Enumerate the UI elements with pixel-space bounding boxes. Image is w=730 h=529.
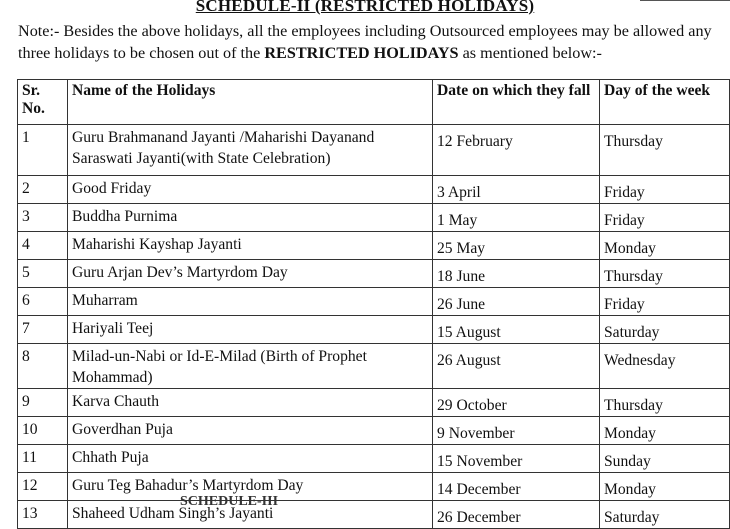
cell-date: 26 June (433, 288, 600, 316)
cell-sr-no: 8 (18, 344, 68, 389)
note-paragraph (18, 20, 723, 64)
cell-date: 25 May (433, 232, 600, 260)
cell-sr-no: 1 (18, 125, 68, 176)
table-row (18, 204, 730, 232)
cell-holiday-name: Buddha Purnima (68, 204, 433, 232)
cell-day: Thursday (600, 260, 730, 288)
cell-day: Friday (600, 176, 730, 204)
cell-day: Saturday (600, 501, 730, 529)
cell-holiday-name: Chhath Puja (68, 445, 433, 473)
cell-date: 26 August (433, 344, 600, 389)
note-bold-text: RESTRICTED HOLIDAYS (264, 44, 459, 62)
cell-day: Friday (600, 288, 730, 316)
cell-sr-no: 9 (18, 389, 68, 417)
cell-sr-no: 7 (18, 316, 68, 344)
table-row (18, 125, 730, 176)
cell-day: Monday (600, 473, 730, 501)
table-row (18, 389, 730, 417)
table-row (18, 501, 730, 529)
cell-sr-no: 6 (18, 288, 68, 316)
cell-day: Monday (600, 232, 730, 260)
note-text-before: Note:- Besides the above holidays, all the employees including Outsourced employees may be allowed any three holidays to be chosen out of the (18, 22, 712, 62)
cell-sr-no: 2 (18, 176, 68, 204)
table-row (18, 232, 730, 260)
cell-holiday-name: Karva Chauth (68, 389, 433, 417)
cell-day: Wednesday (600, 344, 730, 389)
table-row (18, 473, 730, 501)
cell-date: 1 May (433, 204, 600, 232)
cell-holiday-name: Guru Arjan Dev’s Martyrdom Day (68, 260, 433, 288)
cell-holiday-name: Guru Teg Bahadur’s Martyrdom Day (68, 473, 433, 501)
cell-day: Friday (600, 204, 730, 232)
cell-date: 3 April (433, 176, 600, 204)
cell-holiday-name: Goverdhan Puja (68, 417, 433, 445)
table-row (18, 417, 730, 445)
table-row (18, 176, 730, 204)
cell-date: 12 February (433, 125, 600, 176)
cell-day: Sunday (600, 445, 730, 473)
cell-day: Saturday (600, 316, 730, 344)
cell-holiday-name: Maharishi Kayshap Jayanti (68, 232, 433, 260)
cell-sr-no: 12 (18, 473, 68, 501)
cell-holiday-name: Milad-un-Nabi or Id-E-Milad (Birth of Prophet Mohammad) (68, 344, 433, 389)
cell-sr-no: 10 (18, 417, 68, 445)
cell-sr-no: 11 (18, 445, 68, 473)
cell-day: Thursday (600, 389, 730, 417)
table-header-row (18, 80, 730, 125)
schedule-heading: SCHEDULE-II (RESTRICTED HOLIDAYS) (195, 0, 535, 15)
cell-holiday-name: Muharram (68, 288, 433, 316)
header-sr-no: Sr. No. (18, 80, 68, 125)
cell-holiday-name: Guru Brahmanand Jayanti /Maharishi Dayanand Saraswati Jayanti(with State Celebration) (68, 125, 433, 176)
cell-holiday-name: Hariyali Teej (68, 316, 433, 344)
cell-date: 18 June (433, 260, 600, 288)
cell-day: Thursday (600, 125, 730, 176)
restricted-holidays-table (17, 79, 730, 529)
cell-holiday-name: Good Friday (68, 176, 433, 204)
cell-holiday-name: Shaheed Udham Singh’s Jayanti (68, 501, 433, 529)
table-row (18, 260, 730, 288)
cell-date: 29 October (433, 389, 600, 417)
cell-sr-no: 5 (18, 260, 68, 288)
table-row (18, 288, 730, 316)
cell-date: 14 December (433, 473, 600, 501)
cell-day: Monday (600, 417, 730, 445)
cell-date: 15 August (433, 316, 600, 344)
table-row (18, 344, 730, 389)
header-holiday-name: Name of the Holidays (68, 80, 433, 125)
cell-sr-no: 4 (18, 232, 68, 260)
table-row (18, 316, 730, 344)
cell-date: 26 December (433, 501, 600, 529)
cell-date: 9 November (433, 417, 600, 445)
next-schedule-heading-cut: SCHEDULE-III (180, 494, 279, 509)
cell-sr-no: 13 (18, 501, 68, 529)
cell-date: 15 November (433, 445, 600, 473)
header-day: Day of the week (600, 80, 730, 125)
note-text-after: as mentioned below:- (458, 44, 602, 62)
header-date: Date on which they fall (433, 80, 600, 125)
table-row (18, 445, 730, 473)
cell-sr-no: 3 (18, 204, 68, 232)
